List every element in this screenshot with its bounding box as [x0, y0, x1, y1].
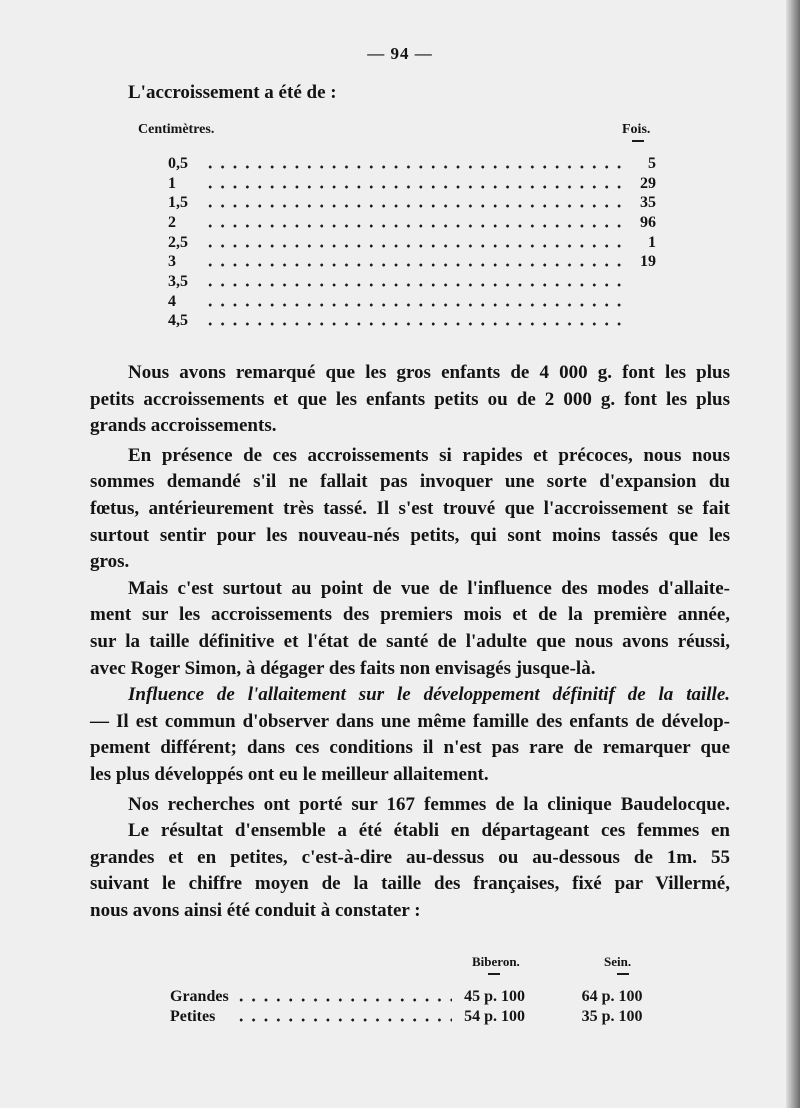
row-label: 1 [168, 174, 176, 192]
paragraph-line: Nous avons remarqué que les gros enfants de 4 000 g. font les plus [128, 362, 730, 383]
growth-table-row [168, 292, 656, 312]
dot-leader [204, 283, 624, 287]
paragraph-line: Mais c'est surtout au point de vue de l'influence des modes d'allaite- [128, 577, 730, 599]
feeding-table-header-biberon: Biberon. [472, 954, 520, 969]
paragraph-line: — Il est commun d'observer dans une même famille des enfants de dévelop- [90, 710, 730, 732]
header-dash [488, 973, 500, 975]
row-label: 3 [168, 253, 176, 271]
paragraph-line: En présence de ces accroissements si rapides et précoces, nous nous [128, 444, 730, 466]
row-label: 2,5 [168, 233, 188, 251]
growth-table-header-centimetres: Centimètres. [138, 122, 215, 137]
growth-table-row [168, 174, 656, 194]
paragraph-line: avec Roger Simon, à dégager des faits non envisagés jusque-là. [90, 657, 596, 679]
row-value-biberon: 45 p. 100 [464, 988, 525, 1005]
row-value: 19 [640, 253, 656, 271]
growth-table-header-fois: Fois. [622, 122, 651, 137]
dot-leader [204, 322, 624, 326]
dot-leader [235, 1018, 452, 1022]
growth-table [168, 154, 656, 331]
section-heading-italic: Influence de l'allaitement sur le développement définitif de la taille. [128, 684, 730, 706]
paragraph-line: suivant le chiffre moyen de la taille des françaises, fixé par Villermé, [90, 873, 730, 895]
feeding-table-row [170, 987, 660, 1007]
growth-table-row [168, 312, 656, 332]
paragraph-line: Nos recherches ont porté sur 167 femmes de la clinique Baudelocque. [128, 793, 730, 815]
growth-table-row [168, 272, 656, 292]
row-value-biberon: 54 p. 100 [464, 1008, 525, 1025]
paragraph-line: sommes demandé s'il ne fallait pas invoquer une sorte d'expansion du [90, 471, 730, 493]
dot-leader [204, 263, 624, 267]
row-label: Petites [170, 1008, 216, 1025]
paragraph-line: sur la taille définitive et l'état de santé de l'adulte que nous avons réussi, [90, 630, 730, 652]
paragraph-line: surtout sentir pour les nouveau-nés petits, qui sont moins tassés que les [90, 524, 730, 546]
page-number: — 94 — [367, 44, 433, 63]
header-dash [617, 973, 629, 975]
page-edge-shadow [786, 0, 800, 1108]
dot-leader [204, 303, 624, 307]
paragraph-line: ment sur les accroissements des premiers mois et de la première année, [90, 604, 730, 626]
paragraph-line: grands accroissements. [90, 415, 277, 437]
row-label: 4 [168, 292, 176, 310]
row-value-sein: 64 p. 100 [581, 988, 643, 1005]
row-label: Grandes [170, 988, 229, 1005]
row-label: 4,5 [168, 312, 188, 330]
row-label: 2 [168, 213, 176, 231]
dot-leader [204, 185, 624, 189]
row-label: 3,5 [168, 272, 188, 290]
row-value-sein: 35 p. 100 [581, 1008, 643, 1025]
growth-table-row [168, 154, 656, 174]
paragraph-line: nous avons ainsi été conduit à constater : [90, 899, 421, 921]
paragraph-line: grandes et en petites, c'est-à-dire au-dessus ou au-dessous de 1m. 55 [90, 846, 730, 868]
dot-leader [204, 165, 624, 169]
row-value: 5 [648, 154, 656, 172]
dot-leader [204, 244, 624, 248]
growth-table-row [168, 193, 656, 213]
row-label: 1,5 [168, 194, 188, 212]
row-value: 35 [640, 194, 656, 212]
row-label: 0,5 [168, 154, 188, 172]
paragraph-line: gros. [90, 551, 130, 573]
row-value: 29 [640, 174, 656, 192]
dot-leader [235, 998, 452, 1002]
growth-table-row [168, 233, 656, 253]
dot-leader [204, 224, 624, 228]
feeding-table-header-sein: Sein. [604, 954, 632, 969]
growth-table-row [168, 252, 656, 272]
paragraph-line: pement différent; dans ces conditions il n'est pas rare de remarquer que [90, 737, 730, 759]
feeding-table-row [170, 1007, 660, 1027]
paragraph-line: les plus développés ont eu le meilleur allaitement. [90, 763, 489, 785]
header-dash [632, 140, 644, 142]
intro-line: L'accroissement a été de : [128, 82, 337, 103]
paragraph-line: fœtus, antérieurement très tassé. Il s'est trouvé que l'accroissement se fait [90, 497, 730, 519]
row-value: 1 [648, 233, 656, 251]
growth-table-row [168, 213, 656, 233]
paragraph-line: Le résultat d'ensemble a été établi en départageant ces femmes en [128, 820, 730, 842]
body-text [90, 360, 730, 924]
dot-leader [204, 204, 624, 208]
paragraph-line: petits accroissements et que les enfants petits ou de 2 000 g. font les plus [90, 388, 730, 410]
row-value: 96 [640, 213, 656, 231]
